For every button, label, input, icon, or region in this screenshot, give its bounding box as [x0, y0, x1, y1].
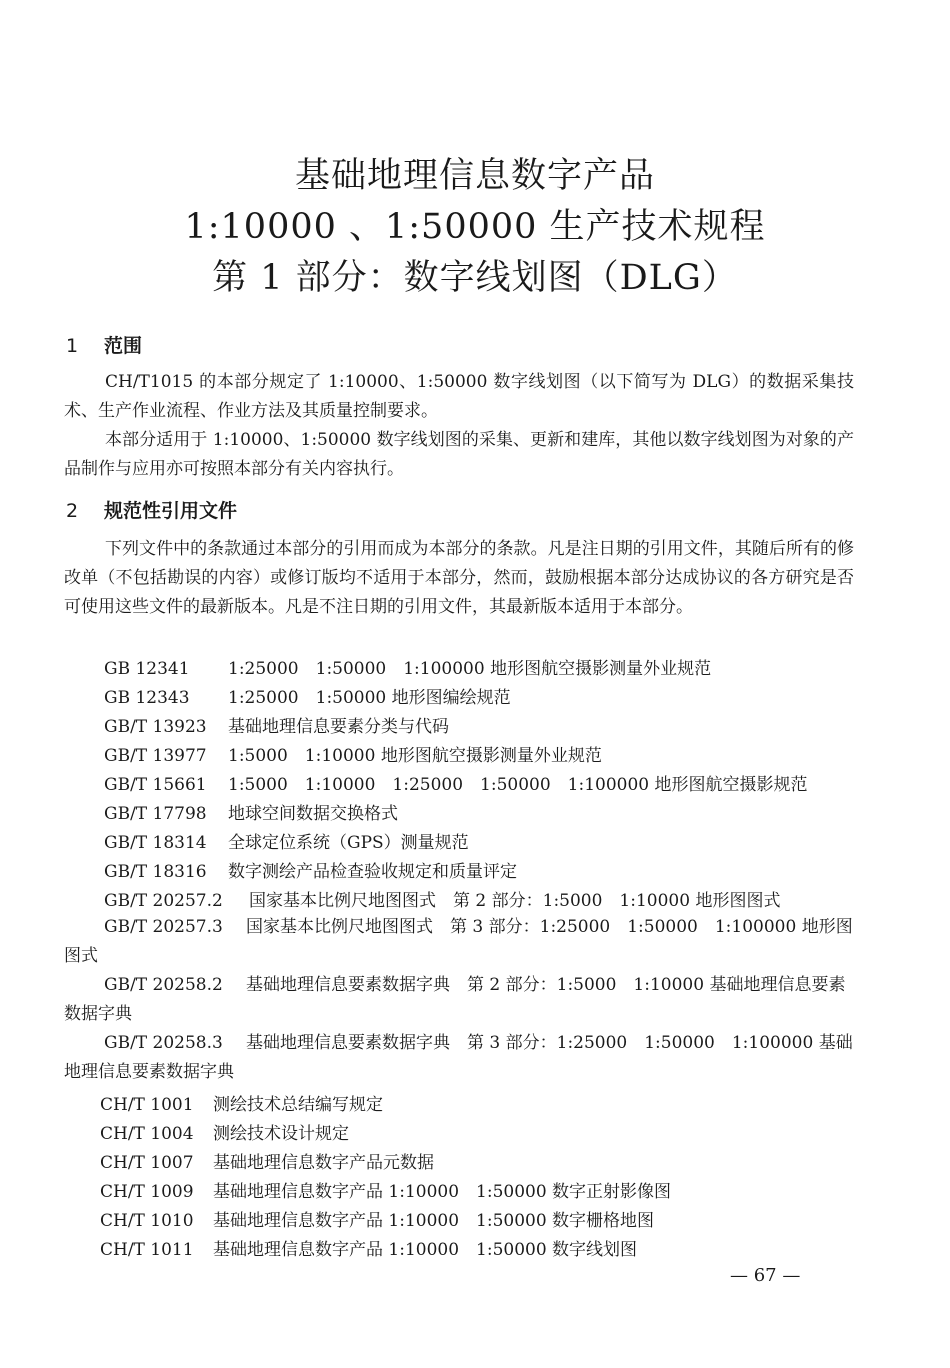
reference-title: 基础地理信息数字产品 1:10000 1:50000 数字正射影像图: [213, 1182, 672, 1202]
section-title: 规范性引用文件: [104, 500, 238, 522]
reference-item: [104, 654, 711, 679]
reference-code: GB/T 13923: [104, 717, 207, 737]
reference-item: [104, 741, 602, 766]
reference-title: 基础地理信息要素分类与代码: [228, 717, 449, 737]
reference-item: [104, 799, 398, 824]
reference-title: 基础地理信息数字产品 1:10000 1:50000 数字线划图: [213, 1240, 638, 1260]
reference-item: [100, 1177, 671, 1202]
reference-title: 1:25000 1:50000 1:100000 地形图航空摄影测量外业规范: [228, 659, 712, 679]
reference-item: [64, 1029, 854, 1087]
reference-code: GB 12341: [104, 659, 190, 679]
reference-code: CH/T 1010: [100, 1211, 194, 1231]
paragraph: 本部分适用于 1:10000、1:50000 数字线划图的采集、更新和建库，其他以数字线划图为对象的产品制作与应用亦可按照本部分有关内容执行。: [64, 430, 854, 479]
reference-code: CH/T 1009: [100, 1182, 194, 1202]
section-number: 2: [66, 500, 79, 522]
reference-item: [104, 712, 449, 737]
reference-item: [64, 913, 854, 971]
reference-code: GB/T 13977: [104, 746, 207, 766]
reference-code: GB/T 18316: [104, 862, 207, 882]
reference-item: [104, 770, 808, 795]
reference-title: 基础地理信息数字产品 1:10000 1:50000 数字栅格地图: [213, 1211, 655, 1231]
reference-item: [100, 1235, 637, 1260]
reference-title: 国家基本比例尺地图图式 第 2 部分：1:5000 1:10000 地形图图式: [249, 891, 781, 911]
title-line-3: 第 1 部分：数字线划图（DLG）: [212, 258, 738, 298]
reference-title: 1:5000 1:10000 地形图航空摄影测量外业规范: [228, 746, 602, 766]
paragraph: 下列文件中的条款通过本部分的引用而成为本部分的条款。凡是注日期的引用文件，其随后所有的修改单（不包括勘误的内容）或修订版均不适用于本部分，然而，鼓励根据本部分达成协议的各方研究是否可使用这些文件的最新版本。凡是不注日期的引用文件，其最新版本适用于本部分。: [64, 539, 854, 617]
section-title: 范围: [104, 335, 143, 357]
title-line-1: 基础地理信息数字产品: [294, 156, 655, 196]
reference-item: [100, 1119, 349, 1144]
reference-code: GB/T 20257.3: [104, 917, 223, 937]
reference-code: CH/T 1001: [100, 1095, 194, 1115]
reference-title: 基础地理信息数字产品元数据: [213, 1153, 434, 1173]
reference-title: 测绘技术总结编写规定: [213, 1095, 383, 1115]
reference-title: 全球定位系统（GPS）测量规范: [228, 833, 469, 853]
reference-code: GB/T 20258.3: [104, 1033, 223, 1053]
paragraph: CH/T1015 的本部分规定了 1:10000、1:50000 数字线划图（以下简写为 DLG）的数据采集技术、生产作业流程、作业方法及其质量控制要求。: [64, 372, 854, 421]
section-2-heading: [66, 496, 237, 523]
reference-code: GB 12343: [104, 688, 190, 708]
reference-item: [104, 683, 511, 708]
reference-title: 1:25000 1:50000 地形图编绘规范: [228, 688, 511, 708]
title-line-2: 1:10000 、1:50000 生产技术规程: [184, 207, 766, 247]
reference-item: [104, 828, 469, 853]
reference-title: 测绘技术设计规定: [213, 1124, 349, 1144]
reference-code: CH/T 1011: [100, 1240, 194, 1260]
reference-code: GB/T 20258.2: [104, 975, 223, 995]
reference-code: GB/T 18314: [104, 833, 207, 853]
reference-title: 数字测绘产品检查验收规定和质量评定: [228, 862, 517, 882]
reference-item: [100, 1206, 654, 1231]
reference-title: 1:5000 1:10000 1:25000 1:50000 1:100000 地形图航空摄影规范: [228, 775, 808, 795]
page-number: — 67 —: [730, 1265, 801, 1286]
reference-item: [100, 1148, 434, 1173]
section-1-heading: [66, 331, 142, 358]
reference-code: GB/T 15661: [104, 775, 207, 795]
reference-title: 国家基本比例尺地图图式 第 3 部分：1:25000 1:50000 1:100000 地形图图式: [64, 917, 853, 966]
section-number: 1: [66, 335, 79, 357]
reference-title: 基础地理信息要素数据字典 第 3 部分：1:25000 1:50000 1:100000 基础地理信息要素数据字典: [64, 1033, 853, 1082]
reference-code: GB/T 20257.2: [104, 891, 223, 911]
reference-item: [104, 886, 780, 911]
reference-code: CH/T 1004: [100, 1124, 194, 1144]
reference-item: [104, 857, 517, 882]
reference-item: [100, 1090, 383, 1115]
reference-code: CH/T 1007: [100, 1153, 194, 1173]
reference-item: [64, 971, 854, 1029]
reference-title: 地球空间数据交换格式: [228, 804, 398, 824]
reference-title: 基础地理信息要素数据字典 第 2 部分：1:5000 1:10000 基础地理信息要素数据字典: [64, 975, 846, 1024]
reference-code: GB/T 17798: [104, 804, 207, 824]
